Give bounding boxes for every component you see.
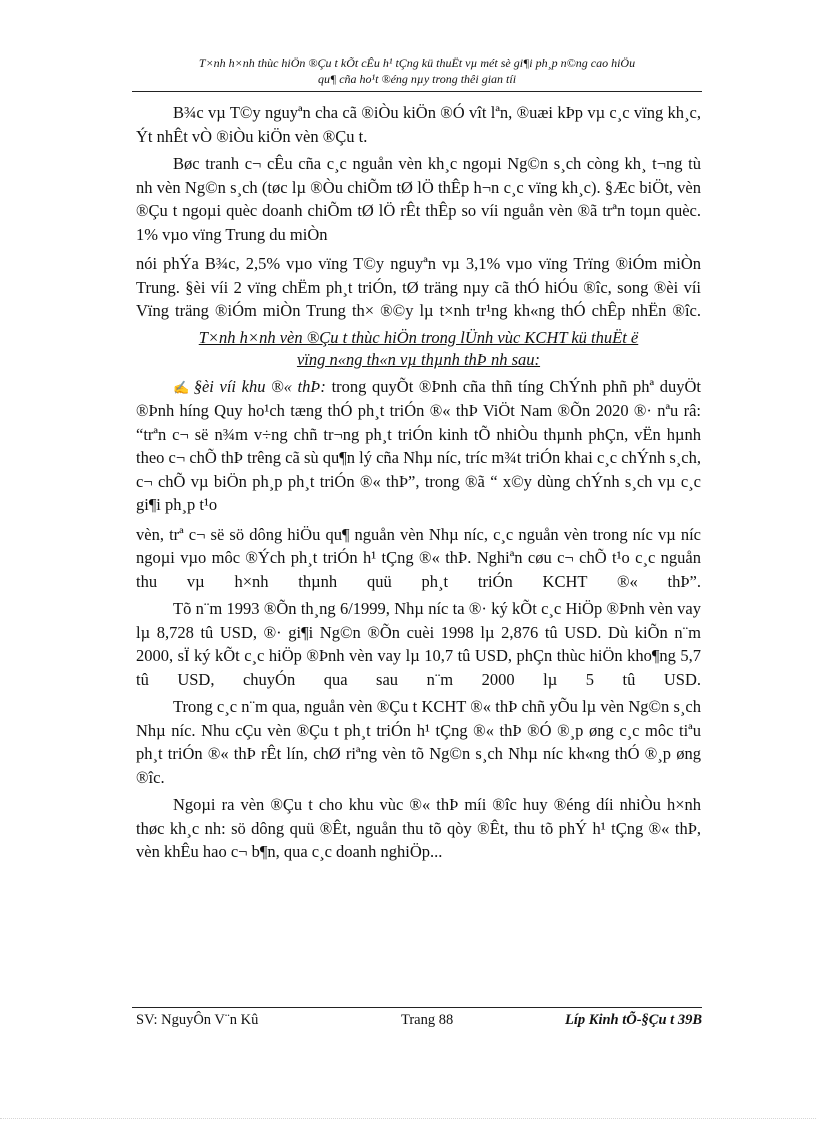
header-divider bbox=[132, 91, 702, 92]
paragraph-3: nói phÝa B¾c, 2,5% vµo vïng T©y nguyªn vµ 3,1% vµo vïng Trïng ®iÓm miÒn Trung. §èi víi 2 vïng chËm ph¸t triÓn, tØ träng nµy cã thÓ hiÓu ®îc, song ®èi víi Vïng träng ®iÓm miÒn Trung th× ®©y lµ t×nh tr¹ng kh«ng thÓ chÊp nhËn ®îc. bbox=[136, 254, 701, 320]
subheading-line-1: T×nh h×nh vèn ®Çu t thùc hiÖn trong lÜnh vùc KCHT kü thuËt ë bbox=[198, 327, 639, 347]
footer-page-number: Trang 88 bbox=[401, 1012, 454, 1028]
footer-class: Líp Kinh tÕ-§Çu t 39B bbox=[565, 1012, 702, 1028]
page-footer bbox=[136, 1012, 702, 1032]
paragraph-1: B¾c vµ T©y nguyªn cha cã ®iÒu kiÖn ®Ó vît lªn, ®uæi kÞp vµ c¸c vïng kh¸c, Ýt nhÊt vÒ ®iÒu kiÖn vèn ®Çu t. bbox=[136, 103, 701, 146]
footer-divider bbox=[132, 1007, 702, 1008]
bullet-paragraph bbox=[136, 375, 701, 517]
page-body bbox=[136, 101, 701, 868]
paragraph-7: Ngoµi ra vèn ®Çu t cho khu vùc ®« thÞ míi ®îc huy ®éng díi nhiÒu h×nh thøc kh¸c nh: sö dông quü ®Êt, nguån thu tõ qòy ®Êt, thu tõ phÝ h¹ tÇng ®« thÞ, vèn khÊu hao c¬ b¶n, qua c¸c doanh nghiÖp... bbox=[136, 795, 701, 861]
page-bottom-edge bbox=[0, 1118, 816, 1119]
paragraph-5: Tõ n¨m 1993 ®Õn th¸ng 6/1999, Nhµ níc ta ®· ký kÕt c¸c HiÖp ®Þnh vèn vay lµ 8,728 tû USD, ®· gi¶i Ng©n ®Õn cuèi 1998 lµ 2,876 tû USD. Dù kiÕn n¨m 2000, sÏ ký kÕt c¸c hiÖp ®Þnh vèn vay lµ 10,7 tû USD, phÇn thùc hiÖn kho¶ng 5,7 tû USD, chuyÓn qua sau n¨m 2000 lµ 5 tû USD. bbox=[136, 599, 701, 689]
bullet-lead: §èi víi khu ®« thÞ: bbox=[193, 376, 326, 396]
page-header bbox=[132, 55, 702, 87]
header-line-2: qu¶ cña ho¹t ®éng nµy trong thêi gian tíi bbox=[317, 72, 517, 86]
paragraph-2: Bøc tranh c¬ cÊu cña c¸c nguån vèn kh¸c ngoµi Ng©n s¸ch còng kh¸ t¬ng tù nh vèn Ng©n s¸ch (tøc lµ ®Òu chiÕm tØ lÖ thÊp h¬n c¸c vïng kh¸c). §Æc biÖt, vèn ®Çu t ngoµi quèc doanh chiÕm tØ lÖ rÊt thÊp so víi nguån vèn ®ã trªn toµn quèc. 1% vµo vïng Trung du miÒn bbox=[136, 154, 701, 244]
paragraph-4: vèn, trª c¬ së sö dông hiÖu qu¶ nguån vèn Nhµ níc, c¸c nguån vèn trong níc vµ níc ngoµi vµo môc ®Ých ph¸t triÓn h¹ tÇng ®« thÞ. Nghiªn cøu c¬ chÕ t¹o c¸c nguån thu vµ h×nh thµnh quü ph¸t triÓn KCHT ®« thÞ”. bbox=[136, 524, 701, 591]
header-line-1: T×nh h×nh thùc hiÖn ®Çu t kÕt cÊu h¹ tÇng kü thuËt vµ mét sè gi¶i ph¸p n©ng cao hiÖu bbox=[198, 56, 636, 70]
subheading-line-2: vïng n«ng th«n vµ thµnh thÞ nh sau: bbox=[296, 349, 541, 369]
bullet-text: trong quyÕt ®Þnh cña thñ tíng ChÝnh phñ phª duyÖt ®Þnh híng Quy ho¹ch tæng thÓ ph¸t triÓn ®« thÞ ViÖt Nam ®Õn 2020 ®· nªu râ: “trªn c¬ së n¾m v÷ng chñ tr¬ng ph¸t triÓn kinh tÕ nhiÒu thµnh phÇn, vËn hµnh theo c¬ chÕ thÞ trêng cã sù qu¶n lý cña Nhµ níc, tríc m¾t triÓn khai c¸c chÝnh s¸ch, c¬ chÕ vµ biÖn ph¸p ph¸t triÓn ®« thÞ”, trong ®ã “ x©y dùng chÝnh s¸ch vµ c¸c gi¶i ph¸p t¹o bbox=[136, 376, 701, 514]
paragraph-6: Trong c¸c n¨m qua, nguån vèn ®Çu t KCHT ®« thÞ chñ yÕu lµ vèn Ng©n s¸ch Nhµ níc. Nhu cÇu vèn ®Çu t ph¸t triÓn h¹ tÇng ®« thÞ ®Ó ®¸p øng c¸c môc tiªu ph¸t triÓn ®« thÞ rÊt lín, chØ riªng vèn tõ Ng©n s¸ch Nhµ níc kh«ng thÓ ®¸p øng ®îc. bbox=[136, 697, 701, 787]
writing-hand-icon: ✍ bbox=[173, 379, 191, 395]
section-subheading bbox=[136, 327, 701, 371]
footer-student: SV: NguyÔn V¨n Kû bbox=[136, 1012, 259, 1028]
